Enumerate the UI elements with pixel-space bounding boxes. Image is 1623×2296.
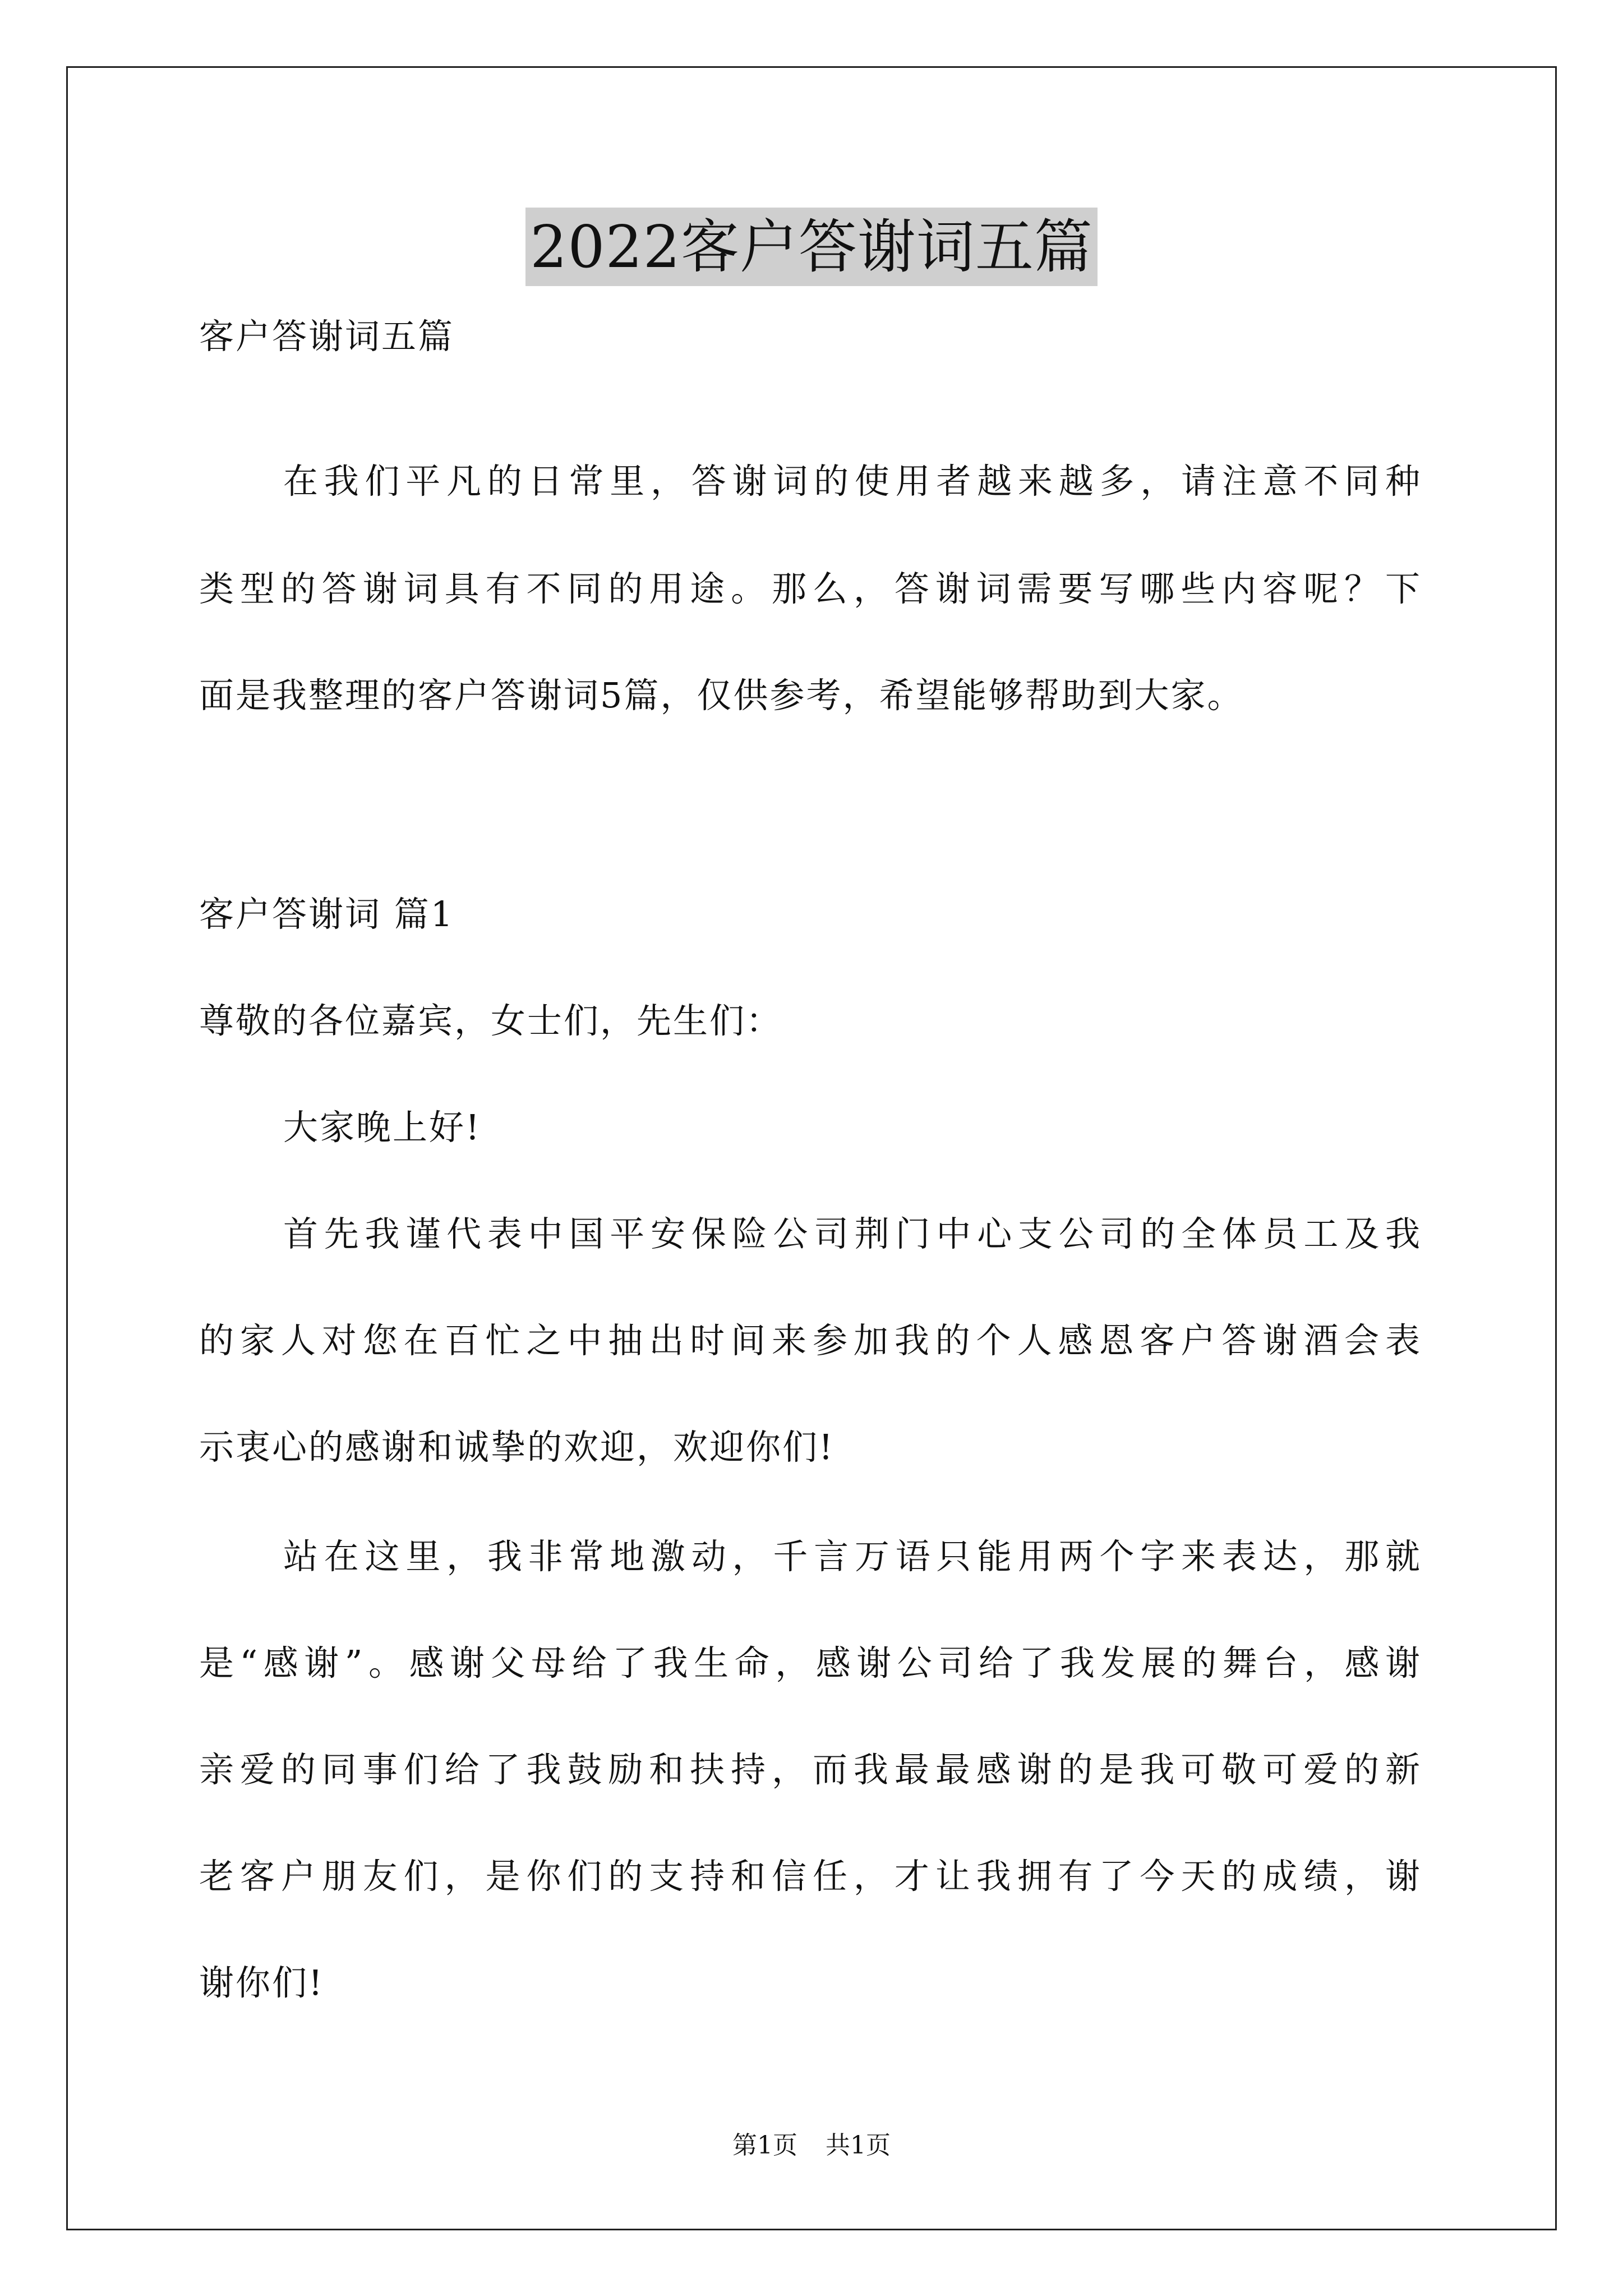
para2-line-3: 亲爱的同事们给了我鼓励和扶持，而我最最感谢的是我可敬可爱的新 bbox=[199, 1749, 1422, 1790]
para1-line-3: 示衷心的感谢和诚挚的欢迎，欢迎你们! bbox=[199, 1427, 834, 1467]
page-footer bbox=[0, 2129, 1623, 2162]
salutation: 尊敬的各位嘉宾，女士们，先生们： bbox=[199, 1000, 783, 1041]
intro-line-3: 面是我整理的客户答谢词5篇，仅供参考，希望能够帮助到大家。 bbox=[199, 675, 1244, 716]
para1-line-1: 首先我谨代表中国平安保险公司荆门中心支公司的全体员工及我 bbox=[283, 1213, 1422, 1254]
intro-line-1: 在我们平凡的日常里，答谢词的使用者越来越多，请注意不同种 bbox=[283, 461, 1422, 501]
para2-line-2: 是“感谢”。感谢父母给了我生命，感谢公司给了我发展的舞台，感谢 bbox=[199, 1642, 1422, 1683]
section-1-heading: 客户答谢词 篇1 bbox=[199, 894, 455, 935]
para2-line-1: 站在这里，我非常地激动，千言万语只能用两个字来表达，那就 bbox=[283, 1536, 1422, 1577]
subtitle: 客户答谢词五篇 bbox=[199, 316, 455, 357]
para1-line-2: 的家人对您在百忙之中抽出时间来参加我的个人感恩客户答谢酒会表 bbox=[199, 1320, 1422, 1361]
page-total: 共1页 bbox=[826, 2131, 891, 2160]
greeting: 大家晚上好! bbox=[283, 1107, 481, 1148]
document-title: 2022客户答谢词五篇 bbox=[525, 208, 1098, 286]
page-number: 第1页 bbox=[732, 2131, 797, 2160]
para2-line-4: 老客户朋友们，是你们的支持和信任，才让我拥有了今天的成绩，谢 bbox=[199, 1856, 1422, 1897]
title-container bbox=[0, 208, 1623, 286]
intro-line-2: 类型的答谢词具有不同的用途。那么，答谢词需要写哪些内容呢？下 bbox=[199, 568, 1422, 609]
para2-line-5: 谢你们! bbox=[199, 1962, 324, 2003]
